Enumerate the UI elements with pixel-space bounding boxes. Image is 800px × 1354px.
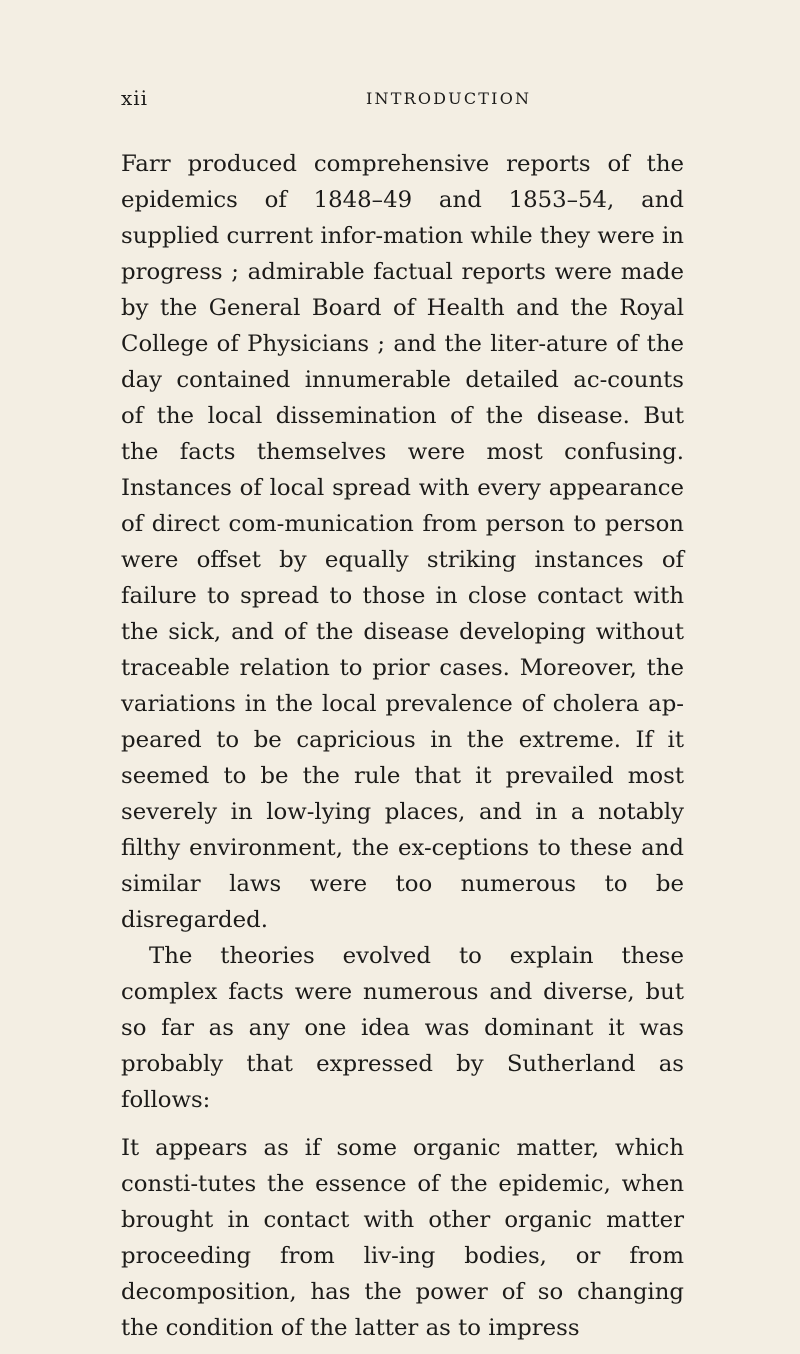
page-number: xii xyxy=(121,86,149,110)
quoted-passage: It appears as if some organic matter, which consti-tutes the essence of the epidemic, when brought in contact with other organic matter proceeding from liv-ing bodies, or from decomposition, has the power of so changing the condition of the latter as to impress xyxy=(121,1135,684,1341)
page-header xyxy=(121,86,684,116)
paragraph-2: The theories evolved to explain these complex facts were numerous and diverse, but so far as any one idea was dominant it was probably that expressed by Sutherland as follows: xyxy=(121,943,684,1113)
paragraph-1: Farr produced comprehensive reports of the epidemics of 1848–49 and 1853–54, and supplied current infor-mation while they were in progress ; admirable factual reports were made by the General Board of Health and the Royal College of Physicians ; and the liter-ature of the day contained innumerable detailed ac-counts of the local dissemination of the disease. But the facts themselves were most confusing. Instances of local spread with every appearance of direct com-munication from person to person were offset by equally striking instances of failure to spread to those in close contact with the sick, and of the disease developing without traceable relation to prior cases. Moreover, the variations in the local prevalence of cholera ap-peared to be capricious in the extreme. If it seemed to be the rule that it prevailed most severely in low-lying places, and in a notably filthy environment, the ex-ceptions to these and similar laws were too numerous to be disregarded. xyxy=(121,151,684,933)
running-head: INTRODUCTION xyxy=(366,89,532,108)
body-text xyxy=(121,146,684,1346)
